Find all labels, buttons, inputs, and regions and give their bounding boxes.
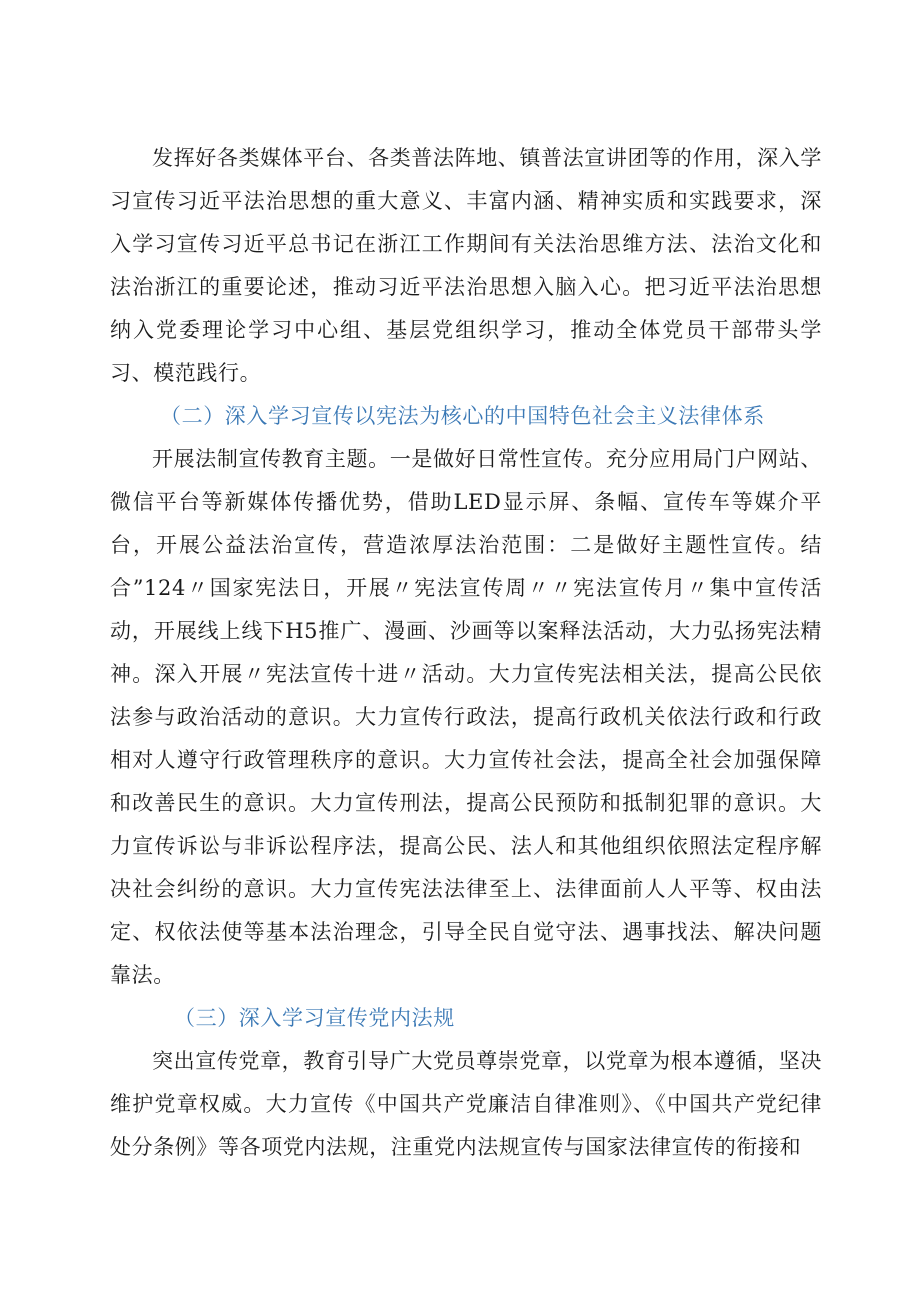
document-body bbox=[110, 137, 822, 1169]
paragraph-legal-education: 开展法制宣传教育主题。一是做好日常性宣传。充分应用局门户网站、微信平台等新媒体传播优势，借助LED显示屏、条幅、宣传车等媒介平台，开展公益法治宣传，营造浓厚法治范围：二是做好主题性宣传。结合”124〃国家宪法日，开展〃宪法宣传周〃〃宪法宣传月〃集中宣传活动，开展线上线下H5推广、漫画、沙画等以案释法活动，大力弘扬宪法精神。深入开展〃宪法宣传十进〃活动。大力宣传宪法相关法，提高公民依法参与政治活动的意识。大力宣传行政法，提高行政机关依法行政和行政相对人遵守行政管理秩序的意识。大力宣传社会法，提高全社会加强保障和改善民生的意识。大力宣传刑法，提高公民预防和抵制犯罪的意识。大力宣传诉讼与非诉讼程序法，提高公民、法人和其他组织依照法定程序解决社会纠纷的意识。大力宣传宪法法律至上、法律面前人人平等、权由法定、权依法使等基本法治理念，引导全民自觉守法、遇事找法、解决问题靠法。 bbox=[110, 447, 822, 987]
section-heading-3: （三）深入学习宣传党内法规 bbox=[174, 1006, 455, 1030]
paragraph-party-regulations: 突出宣传党章，教育引导广大党员尊崇党章，以党章为根本遵循，坚决维护党章权威。大力宣传《中国共产党廉洁自律准则》、《中国共产党纪律处分条例》等各项党内法规，注重党内法规宣传与国家法律宣传的衔接和 bbox=[110, 1049, 822, 1159]
section-heading-2: （二）深入学习宣传以宪法为核心的中国特色社会主义法律体系 bbox=[160, 404, 765, 428]
paragraph-media-platforms: 发挥好各类媒体平台、各类普法阵地、镇普法宣讲团等的作用，深入学习宣传习近平法治思想的重大意义、丰富内涵、精神实质和实践要求，深入学习宣传习近平总书记在浙江工作期间有关法治思维方法、法治文化和法治浙江的重要论述，推动习近平法治思想入脑入心。把习近平法治思想纳入党委理论学习中心组、基层党组织学习，推动全体党员干部带头学习、模范践行。 bbox=[110, 146, 822, 385]
